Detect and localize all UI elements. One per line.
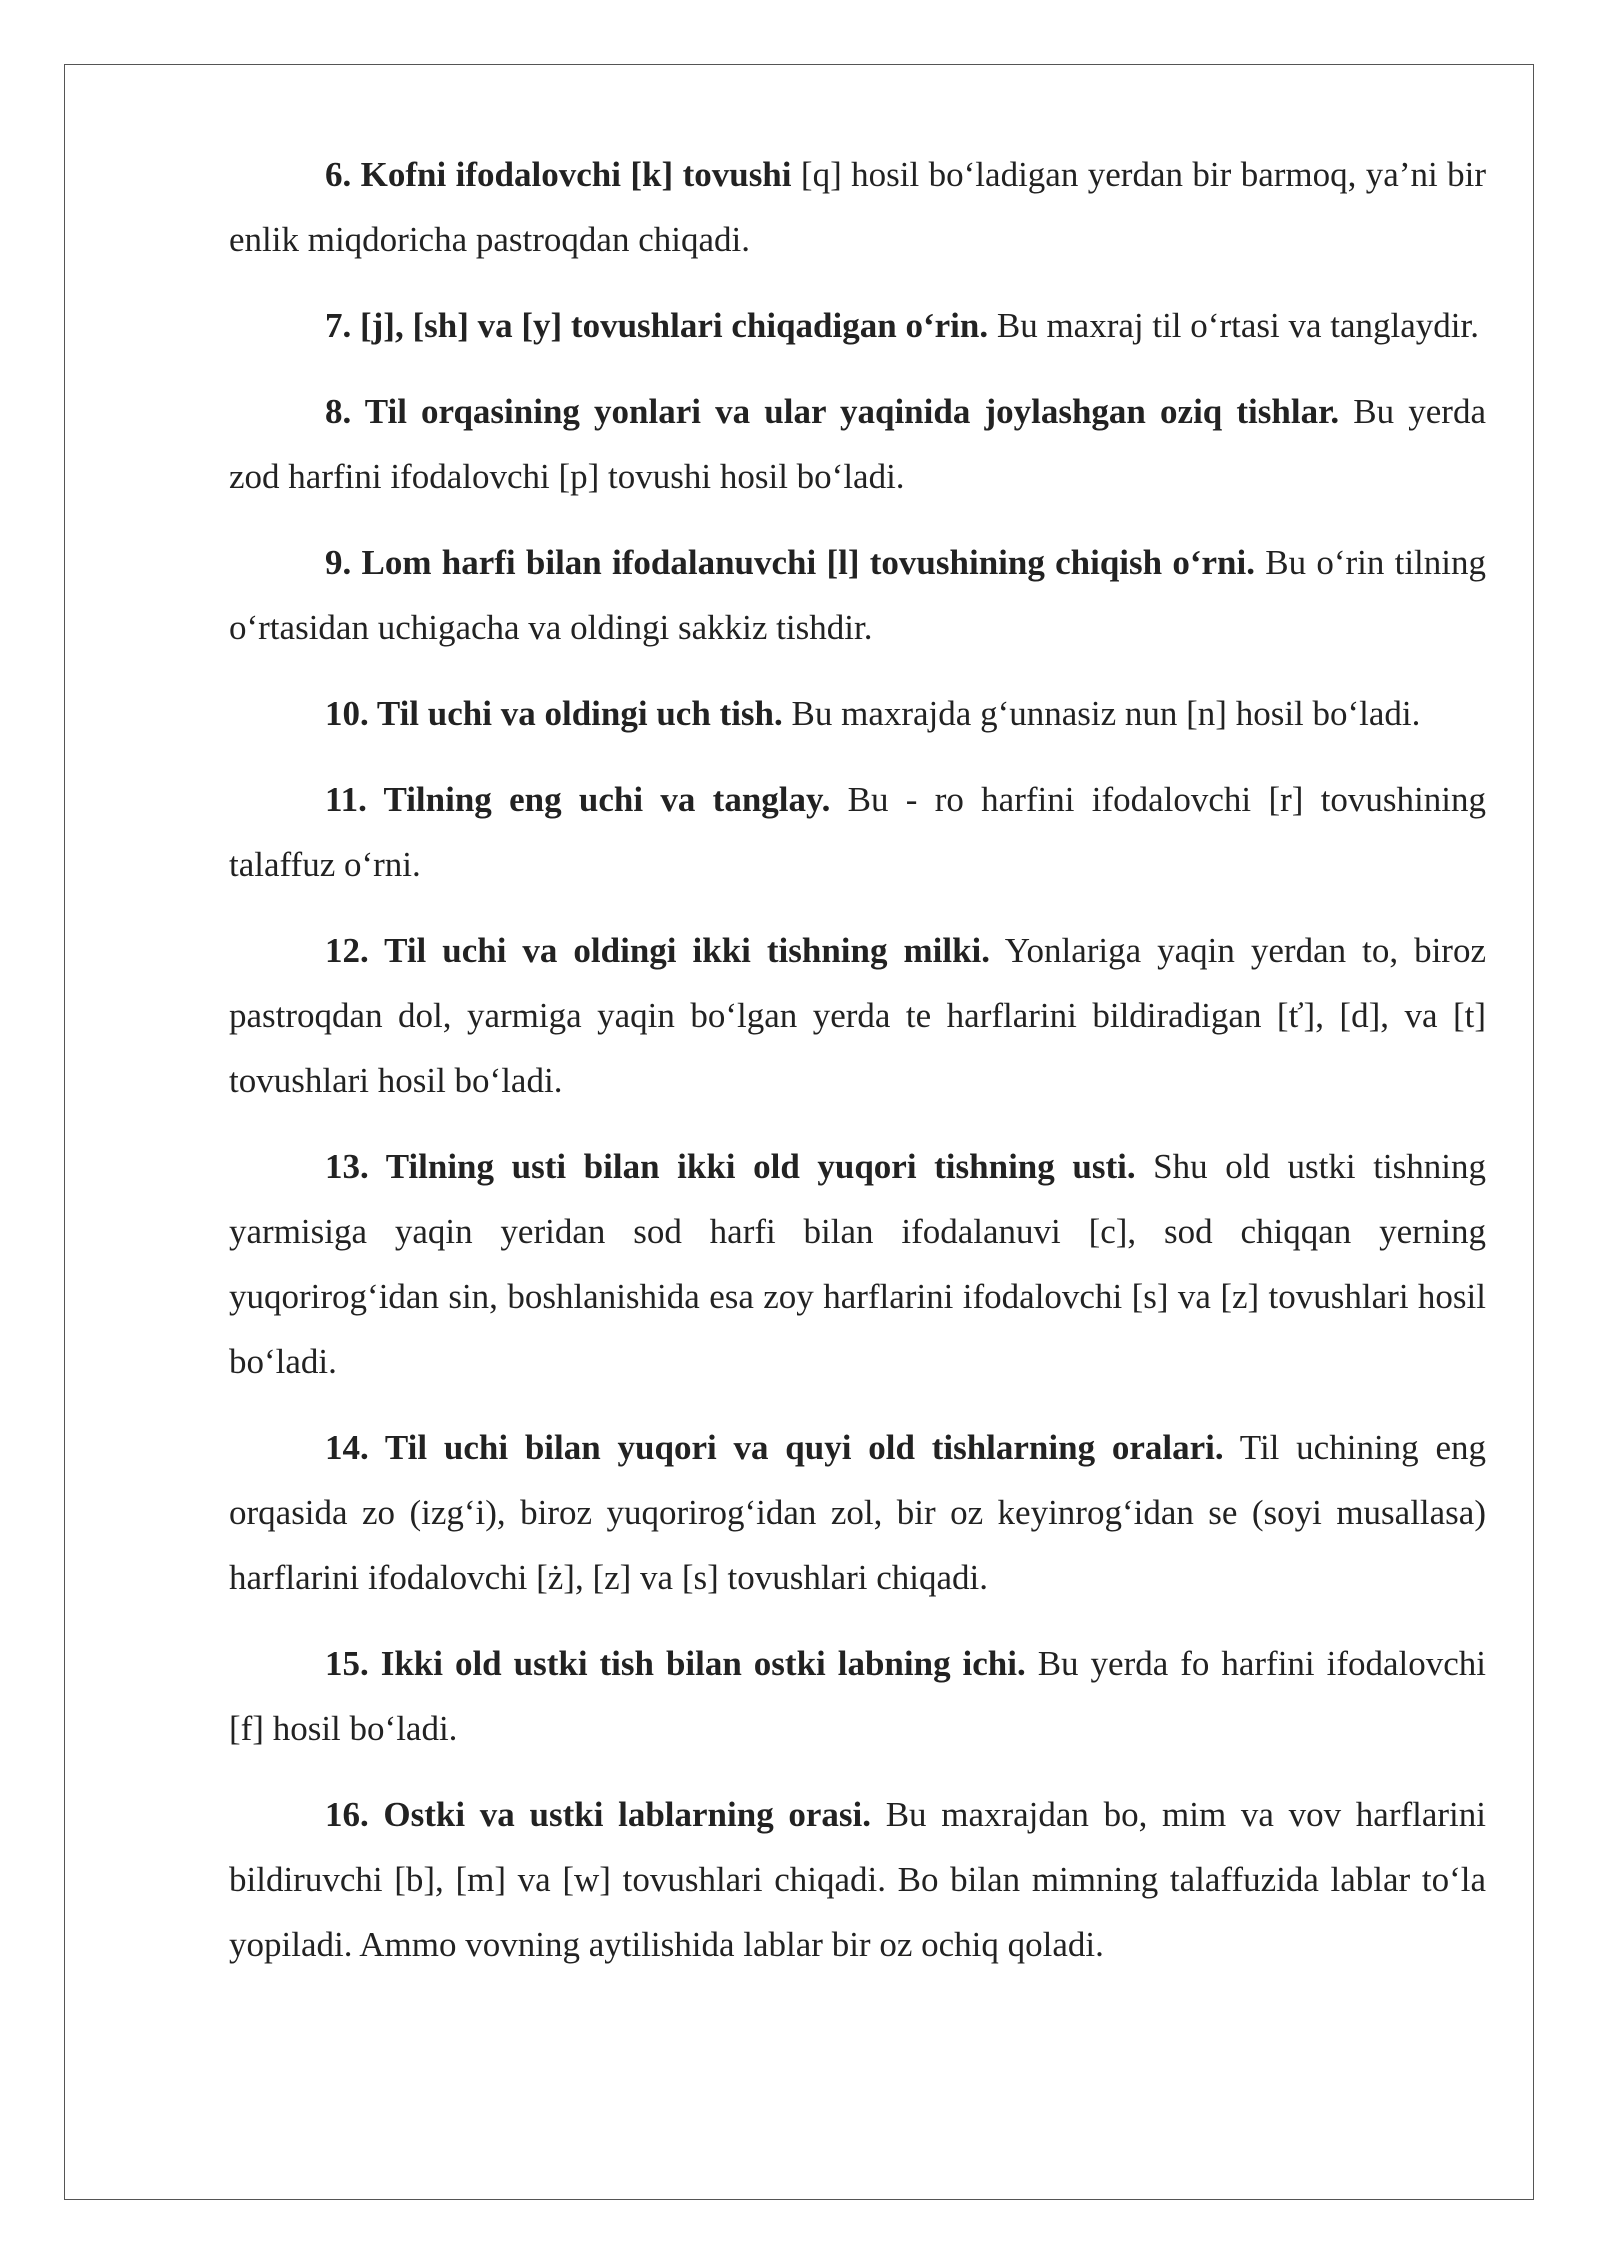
paragraph-text: Bu yerda fo harfini ifodalovchi [f] hosil bo‘ladi. (229, 1644, 1487, 1748)
paragraph-heading: 15. Ikki old ustki tish bilan ostki labning ichi. (325, 1644, 1026, 1683)
paragraph-6 (229, 142, 1486, 272)
paragraph-16 (229, 1782, 1486, 1977)
paragraph-10 (229, 681, 1486, 746)
paragraph-12 (229, 918, 1486, 1113)
paragraph-15 (229, 1631, 1486, 1761)
paragraph-8 (229, 379, 1486, 509)
paragraph-heading: 7. [j], [sh] va [y] tovushlari chiqadigan o‘rin. (325, 306, 989, 345)
paragraph-text: Bu yerda zod harfini ifodalovchi [p] tovushi hosil bo‘ladi. (229, 392, 1486, 496)
paragraph-heading: 9. Lom harfi bilan ifodalanuvchi [l] tovushining chiqish o‘rni. (325, 543, 1255, 582)
paragraph-13 (229, 1134, 1486, 1394)
paragraph-heading: 16. Ostki va ustki lablarning orasi. (325, 1795, 872, 1834)
paragraph-heading: 11. Tilning eng uchi va tanglay. (325, 780, 831, 819)
paragraph-text: Yonlariga yaqin yerdan to, biroz pastroqdan dol, yarmiga yaqin bo‘lgan yerda te harflarini bildiradigan [ť], [d], va [t] tovushlari hosil bo‘ladi. (229, 931, 1486, 1100)
paragraph-text: Bu maxrajda g‘unnasiz nun [n] hosil bo‘ladi. (782, 694, 1421, 733)
paragraph-heading: 12. Til uchi va oldingi ikki tishning milki. (325, 931, 991, 970)
document-body (229, 142, 1486, 1998)
paragraph-heading: 13. Tilning usti bilan ikki old yuqori tishning usti. (325, 1147, 1136, 1186)
paragraph-heading: 10. Til uchi va oldingi uch tish. (325, 694, 783, 733)
paragraph-text: Bu maxraj til o‘rtasi va tanglaydir. (988, 306, 1479, 345)
paragraph-7 (229, 293, 1486, 358)
paragraph-text: Bu o‘rin tilning o‘rtasidan uchigacha va oldingi sakkiz tishdir. (229, 543, 1487, 647)
paragraph-heading: 14. Til uchi bilan yuqori va quyi old tishlarning oralari. (325, 1428, 1224, 1467)
paragraph-text: Shu old ustki tishning yarmisiga yaqin yeridan sod harfi bilan ifodalanuvi [c], sod chiqqan yerning yuqorirog‘idan sin, boshlanishida esa zoy harflarini ifodalovchi [s] va [z] tovushlari hosil bo‘ladi. (229, 1147, 1486, 1381)
paragraph-heading: 8. Til orqasining yonlari va ular yaqinida joylashgan oziq tishlar. (325, 392, 1340, 431)
paragraph-9 (229, 530, 1486, 660)
paragraph-heading: 6. Kofni ifodalovchi [k] tovushi (325, 155, 792, 194)
paragraph-14 (229, 1415, 1486, 1610)
paragraph-11 (229, 767, 1486, 897)
paragraph-text: Til uchining eng orqasida zo (izg‘i), biroz yuqorirog‘idan zol, bir oz keyinrog‘idan se (soyi musallasa) harflarini ifodalovchi [ż], [z] va [s] tovushlari chiqadi. (229, 1428, 1486, 1597)
paragraph-text: Bu maxrajdan bo, mim va vov harflarini bildiruvchi [b], [m] va [w] tovushlari chiqadi. Bo bilan mimning talaffuzida lablar to‘la yopiladi. Ammo vovning aytilishida lablar bir oz ochiq qoladi. (229, 1795, 1486, 1964)
paragraph-text: [q] hosil bo‘ladigan yerdan bir barmoq, ya’ni bir enlik miqdoricha pastroqdan chiqadi. (229, 155, 1486, 259)
paragraph-text: Bu - ro harfini ifodalovchi [r] tovushining talaffuz o‘rni. (229, 780, 1486, 884)
